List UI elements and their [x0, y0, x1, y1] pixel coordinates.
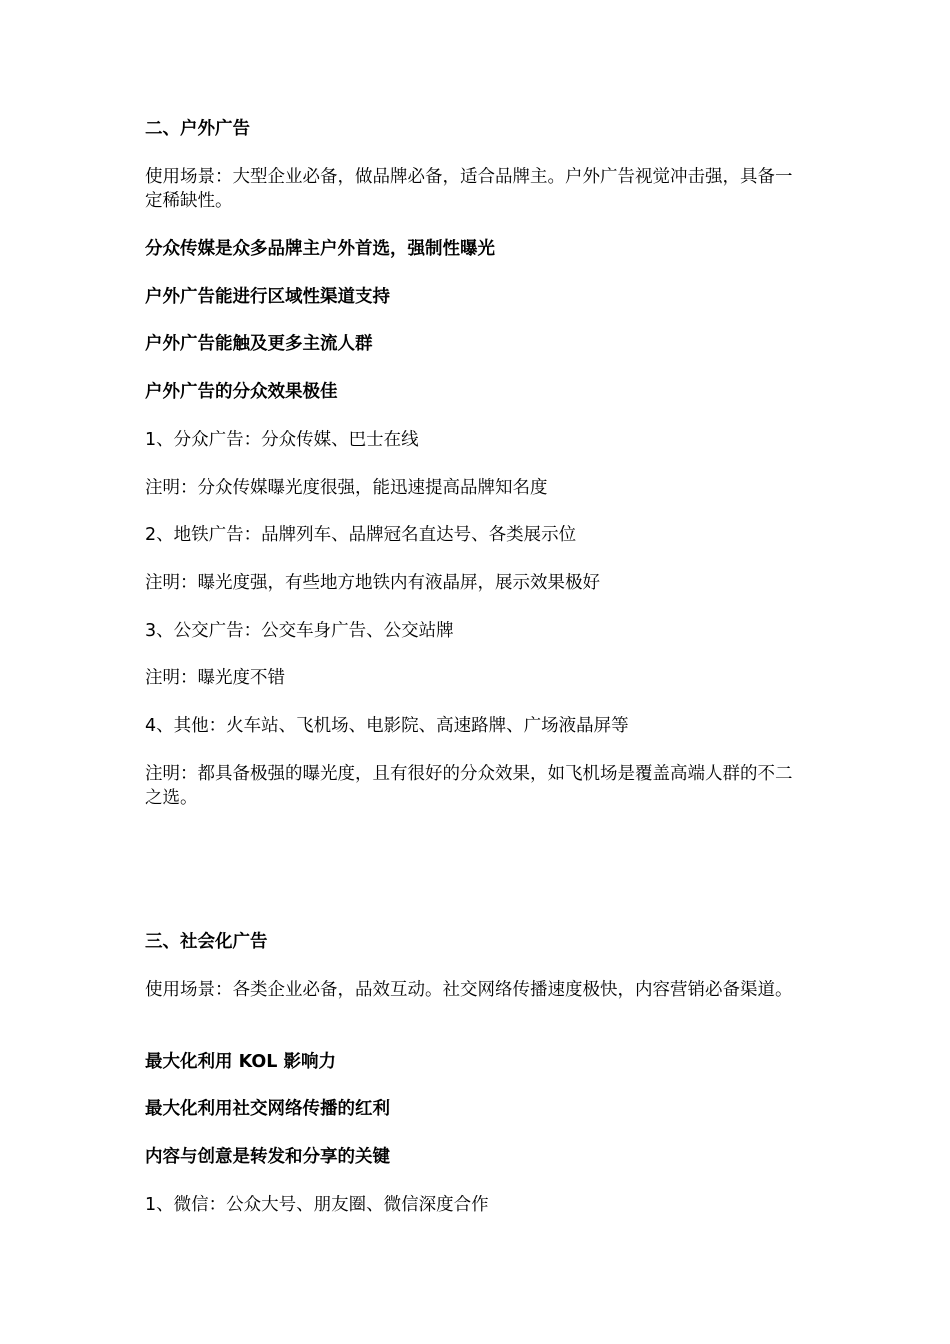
list-item-note: 注明：都具备极强的曝光度，且有很好的分众效果，如飞机场是覆盖高端人群的不二之选。: [145, 764, 793, 808]
list-item-note: 注明：分众传媒曝光度很强，能迅速提高品牌知名度: [145, 478, 548, 498]
list-item-title: 4、其他：火车站、飞机场、电影院、高速路牌、广场液晶屏等: [145, 716, 629, 736]
section-heading-social: 三、社会化广告: [145, 932, 268, 952]
usage-text-outdoor: 使用场景：大型企业必备，做品牌必备，适合品牌主。户外广告视觉冲击强，具备一定稀缺性。: [145, 167, 793, 211]
list-item-title: 1、微信：公众大号、朋友圈、微信深度合作: [145, 1195, 489, 1215]
list-item-title: 3、公交广告：公交车身广告、公交站牌: [145, 621, 454, 641]
highlight-text: 户外广告能进行区域性渠道支持: [145, 287, 390, 307]
section-heading-outdoor: 二、户外广告: [145, 119, 250, 139]
list-item-title: 2、地铁广告：品牌列车、品牌冠名直达号、各类展示位: [145, 525, 577, 545]
highlight-text: 户外广告能触及更多主流人群: [145, 334, 373, 354]
highlight-text: 最大化利用社交网络传播的红利: [145, 1099, 390, 1119]
highlight-text: 内容与创意是转发和分享的关键: [145, 1147, 390, 1167]
list-item-note: 注明：曝光度强，有些地方地铁内有液晶屏，展示效果极好: [145, 573, 600, 593]
highlight-text: 最大化利用 KOL 影响力: [145, 1052, 336, 1072]
highlight-text: 分众传媒是众多品牌主户外首选，强制性曝光: [145, 239, 495, 259]
usage-text-social: 使用场景：各类企业必备，品效互动。社交网络传播速度极快，内容营销必备渠道。: [145, 980, 793, 1000]
highlight-text: 户外广告的分众效果极佳: [145, 382, 338, 402]
list-item-note: 注明：曝光度不错: [145, 668, 285, 688]
list-item-title: 1、分众广告：分众传媒、巴士在线: [145, 430, 419, 450]
